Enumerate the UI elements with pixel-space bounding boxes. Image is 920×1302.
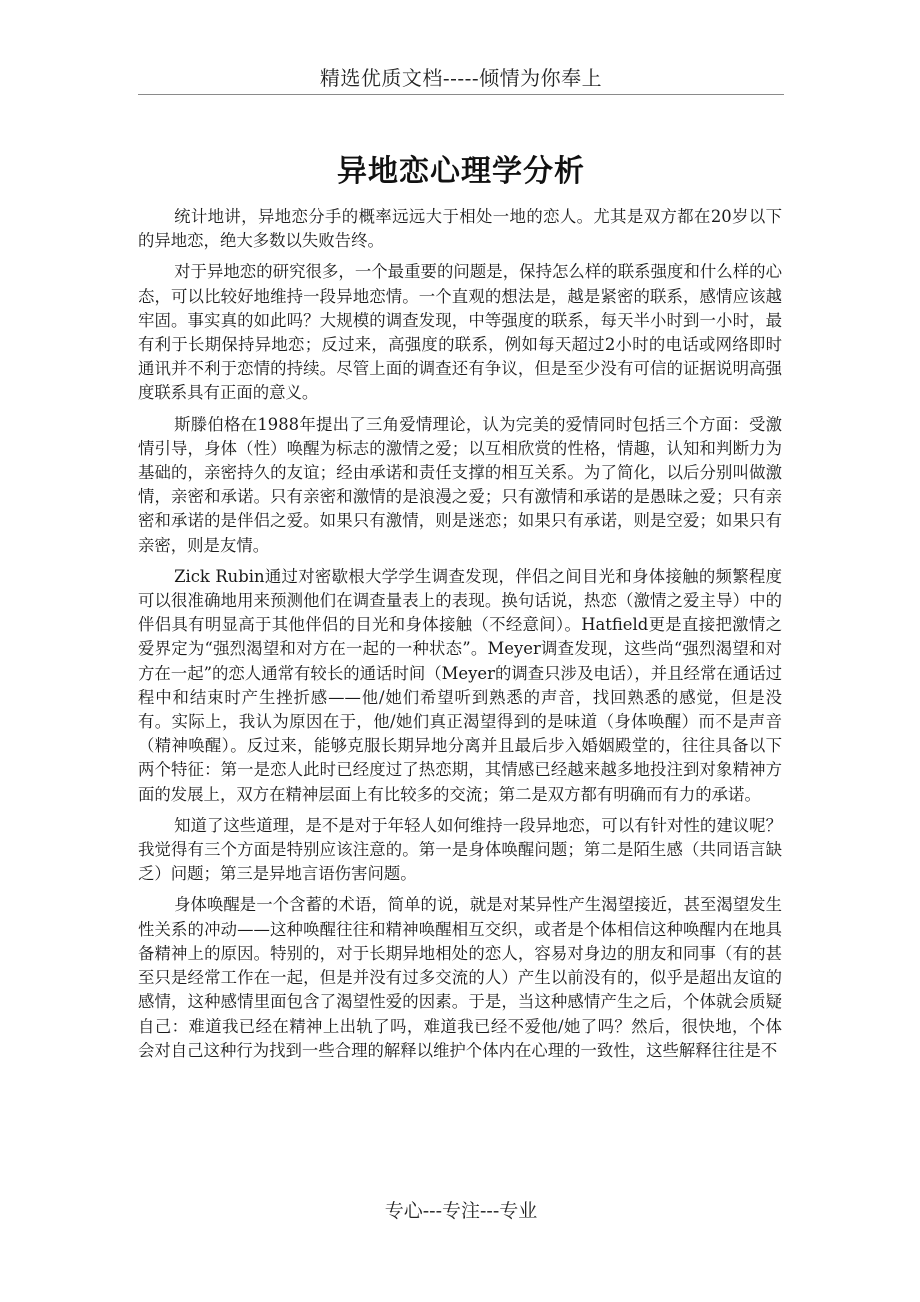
paragraph-rubin: Zick Rubin通过对密歇根大学学生调查发现，伴侣之间目光和身体接触的频繁程度可以很准确地用来预测他们在调查量表上的表现。换句话说，热恋（激情之爱主导）中的伴侣具有明显高于其他伴侣的目光和身体接触（不经意间）。Hatfield更是直接把激情之爱界定为“强烈渴望和对方在一起的一种状态”。Meyer调查发现，这些尚“强烈渴望和对方在一起”的恋人通常有较长的通话时间（Meyer的调查只涉及电话），并且经常在通话过程中和结束时产生挫折感——他/她们希望听到熟悉的声音，找回熟悉的感觉，但是没有。实际上，我认为原因在于，他/她们真正渴望得到的是味道（身体唤醒）而不是声音（精神唤醒）。反过来，能够克服长期异地分离并且最后步入婚姻殿堂的，往往具备以下两个特征：第一是恋人此时已经度过了热恋期，其情感已经越来越多地投注到对象精神方面的发展上，双方在精神层面上有比较多的交流；第二是双方都有明确而有力的承诺。 xyxy=(138,566,782,804)
document-body xyxy=(138,205,782,1063)
page-header: 精选优质文档-----倾情为你奉上 xyxy=(319,66,603,90)
paragraph-arousal: 身体唤醒是一个含蓄的术语，简单的说，就是对某异性产生渴望接近，甚至渴望发生性关系的冲动——这种唤醒往往和精神唤醒相互交织，或者是个体相信这种唤醒内在地具备精神上的原因。特别的，对于长期异地相处的恋人，容易对身边的朋友和同事（有的甚至只是经常工作在一起，但是并没有过多交流的人）产生以前没有的，似乎是超出友谊的感情，这种感情里面包含了渴望性爱的因素。于是，当这种感情产生之后，个体就会质疑自己：难道我已经在精神上出轨了吗，难道我已经不爱他/她了吗？然后，很快地，个体会对自己这种行为找到一些合理的解释以维护个体内在心理的一致性，这些解释往往是不 xyxy=(138,895,782,1060)
paragraph-research: 对于异地恋的研究很多，一个最重要的问题是，保持怎么样的联系强度和什么样的心态，可以比较好地维持一段异地恋情。一个直观的想法是，越是紧密的联系，感情应该越牢固。事实真的如此吗？大规模的调查发现，中等强度的联系，每天半小时到一小时，最有利于长期保持异地恋；反过来，高强度的联系，例如每天超过2小时的电话或网络即时通讯并不利于恋情的持续。尽管上面的调查还有争议，但是至少没有可信的证据说明高强度联系具有正面的意义。 xyxy=(138,262,782,403)
page-footer: 专心---专注---专业 xyxy=(384,1200,538,1222)
paragraph-intro: 统计地讲，异地恋分手的概率远远大于相处一地的恋人。尤其是双方都在20岁以下的异地恋，绝大多数以失败告终。 xyxy=(138,207,782,251)
header-divider xyxy=(138,94,784,95)
paragraph-sternberg: 斯滕伯格在1988年提出了三角爱情理论，认为完美的爱情同时包括三个方面：受激情引导，身体（性）唤醒为标志的激情之爱；以互相欣赏的性格，情趣，认知和判断力为基础的，亲密持久的友谊；经由承诺和责任支撑的相互关系。为了简化，以后分别叫做激情，亲密和承诺。只有亲密和激情的是浪漫之爱；只有激情和承诺的是愚昧之爱；只有亲密和承诺的是伴侣之爱。如果只有激情，则是迷恋；如果只有承诺，则是空爱；如果只有亲密，则是友情。 xyxy=(138,414,782,555)
document-title: 异地恋心理学分析 xyxy=(337,154,585,189)
paragraph-advice: 知道了这些道理，是不是对于年轻人如何维持一段异地恋，可以有针对性的建议呢？我觉得有三个方面是特别应该注意的。第一是身体唤醒问题；第二是陌生感（共同语言缺乏）问题；第三是异地言语伤害问题。 xyxy=(138,815,782,884)
